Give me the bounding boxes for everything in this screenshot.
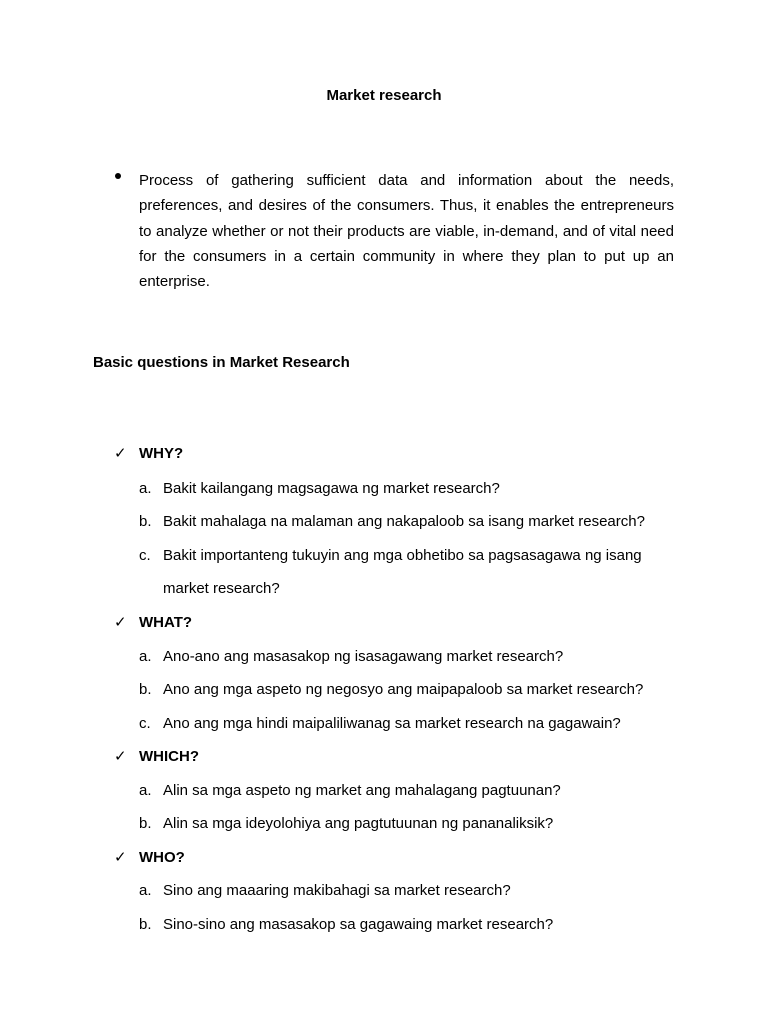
- list-item-text: Alin sa mga aspeto ng market ang mahalagang pagtuunan?: [163, 782, 561, 799]
- bullet-dot-icon: [115, 173, 121, 179]
- list-item: [139, 513, 645, 531]
- list-item-text: Sino ang maaaring makibahagi sa market research?: [163, 882, 511, 899]
- list-marker: b.: [139, 513, 152, 530]
- list-item-text: Ano ang mga aspeto ng negosyo ang maipapaloob sa market research?: [163, 681, 644, 698]
- question-heading-who: [114, 849, 185, 867]
- list-marker: b.: [139, 916, 152, 933]
- list-item-text: Sino-sino ang masasakop sa gagawaing market research?: [163, 916, 554, 933]
- check-icon: ✓: [114, 445, 127, 462]
- section-heading: Basic questions in Market Research: [93, 354, 350, 371]
- list-marker: a.: [139, 480, 152, 497]
- list-item-text: Ano ang mga hindi maipaliliwanag sa market research na gagawain?: [163, 715, 621, 732]
- list-marker: b.: [139, 681, 152, 698]
- list-item: [139, 916, 553, 934]
- question-heading-what: [114, 614, 192, 632]
- list-item-text: Bakit importanteng tukuyin ang mga obhetibo sa pagsasagawa ng isang: [163, 547, 642, 564]
- list-item-text: Bakit kailangang magsagawa ng market research?: [163, 480, 500, 497]
- question-heading-label: WHY?: [139, 445, 184, 462]
- list-item: [139, 782, 561, 800]
- list-item: [139, 715, 621, 733]
- check-icon: ✓: [114, 748, 127, 765]
- list-marker: c.: [139, 715, 151, 732]
- document-title: Market research: [326, 87, 442, 104]
- question-heading-label: WHICH?: [139, 748, 199, 765]
- question-heading-label: WHAT?: [139, 614, 193, 631]
- list-item-text: Bakit mahalaga na malaman ang nakapaloob sa isang market research?: [163, 513, 645, 530]
- question-heading-label: WHO?: [139, 849, 185, 866]
- list-item: [139, 648, 563, 666]
- list-item: [139, 681, 643, 699]
- list-marker: c.: [139, 547, 151, 564]
- list-marker: b.: [139, 815, 152, 832]
- check-icon: ✓: [114, 614, 127, 631]
- list-marker: a.: [139, 882, 152, 899]
- list-item: [139, 547, 642, 565]
- question-heading-why: [114, 445, 183, 463]
- list-marker: a.: [139, 648, 152, 665]
- list-item: [139, 480, 500, 498]
- definition-paragraph: Process of gathering sufficient data and information about the needs, preferences, and desires of the consumers. Thus, it enables the entrepreneurs to analyze whether or not their products are viable, in-demand, and of vital need for the consumers in a certain community in where they plan to put up an enterprise.: [139, 172, 674, 291]
- list-item-continuation: market research?: [163, 580, 280, 597]
- check-icon: ✓: [114, 849, 127, 866]
- list-marker: a.: [139, 782, 152, 799]
- list-item: [139, 815, 553, 833]
- list-item-text: Alin sa mga ideyolohiya ang pagtutuunan ng pananaliksik?: [163, 815, 554, 832]
- question-heading-which: [114, 748, 199, 766]
- list-item: [139, 882, 511, 900]
- list-item-text: Ano-ano ang masasakop ng isasagawang market research?: [163, 648, 564, 665]
